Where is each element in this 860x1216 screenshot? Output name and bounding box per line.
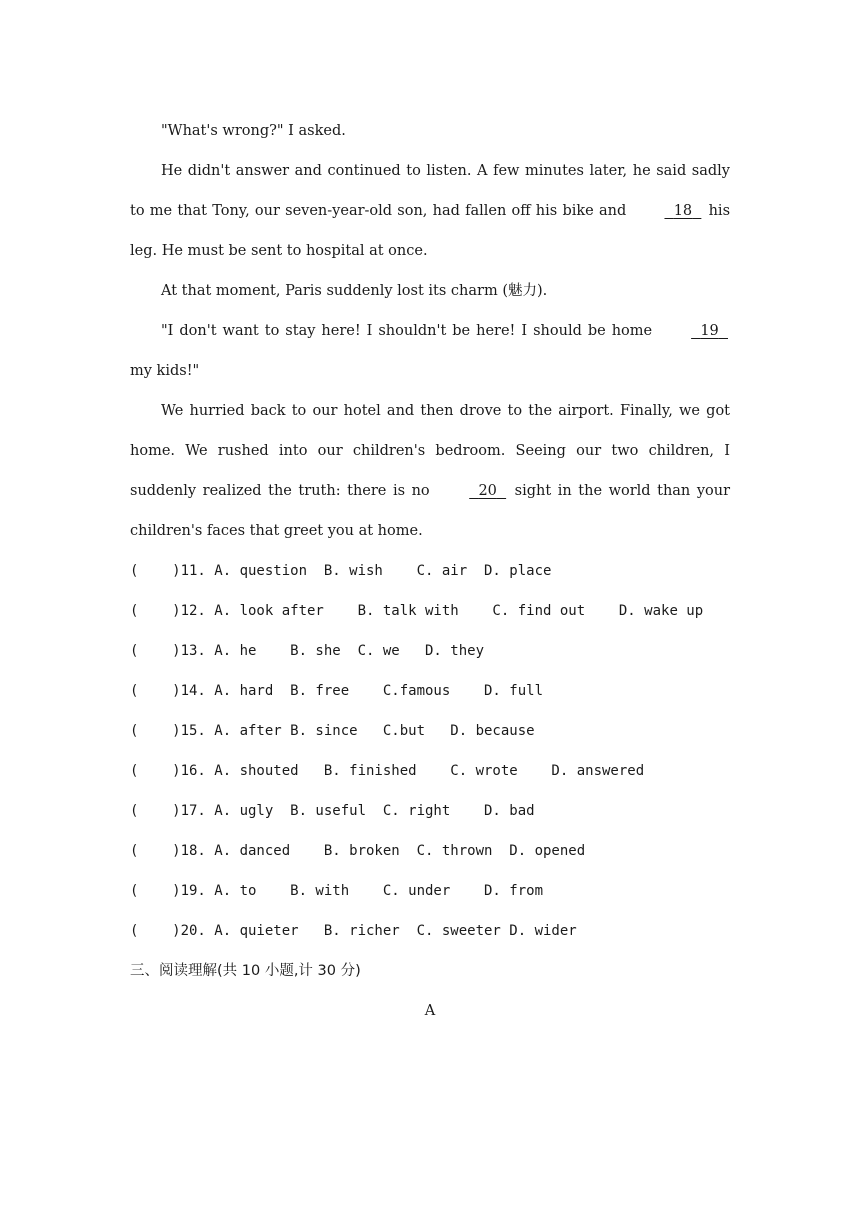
question-15: ( )15. A. after B. since C.but D. because [130,723,535,739]
passage-label: A [424,1003,436,1019]
question-19: ( )19. A. to B. with C. under D. from [130,883,544,899]
question-16: ( )16. A. shouted B. finished C. wrote D. answered [130,763,645,779]
question-18: ( )18. A. danced B. broken C. thrown D. opened [130,843,586,859]
blank-18: 18 [673,203,693,219]
document-page [130,111,730,1031]
paragraph-1: "What's wrong?" I asked. [161,123,346,139]
paragraph-2-text: He didn't answer and continued to listen. A few minutes later, he said sadly to me that Tony, our seven-year-old son, had fallen off his bike and [130,163,730,219]
question-17: ( )17. A. ugly B. useful C. right D. bad [130,803,535,819]
blank-19: 19 [700,323,719,339]
paragraph-5-text: We hurried back to our hotel and then drove to the airport. Finally, we got home. We rushed into our children's bedroom. Seeing our two children, I suddenly realized the truth: there is no [130,403,730,499]
paragraph-4-tail: my kids!" [130,363,200,379]
paragraph-2-tail: his leg. He must be sent to hospital at once. [130,203,731,259]
question-14: ( )14. A. hard B. free C.famous D. full [130,683,544,699]
blank-20: 20 [478,483,497,499]
paragraph-3: At that moment, Paris suddenly lost its charm (魅力). [161,283,548,299]
paragraph-2 [130,151,730,271]
paragraph-4-text: "I don't want to stay here! I shouldn't be here! I should be home [161,323,653,339]
question-11: ( )11. A. question B. wish C. air D. place [130,563,552,579]
paragraph-5-tail: sight in the world than your children's faces that greet you at home. [130,483,731,539]
question-20: ( )20. A. quieter B. richer C. sweeter D. wider [130,923,577,939]
section-title: 三、阅读理解(共 10 小题,计 30 分) [130,963,361,979]
question-12: ( )12. A. look after B. talk with C. find out D. wake up [130,603,704,619]
question-13: ( )13. A. he B. she C. we D. they [130,643,485,659]
paragraph-5 [130,391,730,551]
paragraph-4 [130,311,730,391]
